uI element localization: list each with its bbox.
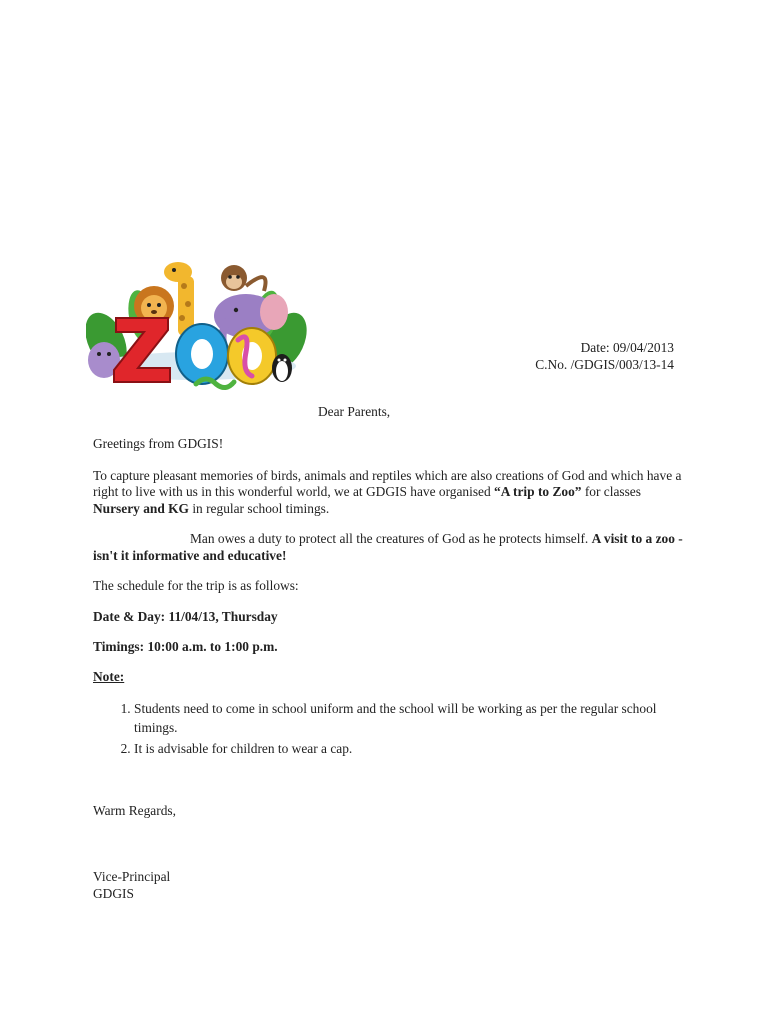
signature-block [93, 868, 170, 902]
signatory-title: Vice-Principal [93, 869, 171, 884]
trip-date-day: Date & Day: 11/04/13, Thursday [93, 608, 278, 624]
note-item: 2. It is advisable for children to wear a cap. [134, 739, 683, 758]
intro-text-2: for classes [581, 484, 641, 499]
zoo-animals-logo-icon [86, 256, 308, 392]
circular-number: C.No. /GDGIS/003/13-14 [535, 357, 674, 372]
closing: Warm Regards, [93, 803, 176, 818]
note-heading: Note: [93, 668, 125, 684]
letter-body [93, 436, 683, 760]
letter-date: Date: 09/04/2013 [580, 340, 674, 355]
duty-emphasis: A visit to a zoo - isn't it informative and educative! [93, 531, 683, 563]
note-item: 1. Students need to come in school uniform and the school will be working as per the regular school timings. [134, 699, 683, 737]
schedule-intro: The schedule for the trip is as follows: [93, 578, 299, 593]
greeting: Greetings from GDGIS! [93, 436, 224, 451]
monkey-icon [221, 265, 266, 291]
intro-text-3: in regular school timings. [188, 500, 330, 516]
duty-text: Man owes a duty to protect all the creatures of God as he protects himself. [190, 531, 592, 546]
trip-timings: Timings: 10:00 a.m. to 1:00 p.m. [93, 639, 278, 654]
classes-name: Nursery and KG [93, 500, 189, 516]
salutation: Dear Parents, [318, 404, 391, 419]
trip-title: “A trip to Zoo” [494, 484, 582, 499]
letter-meta [535, 339, 674, 373]
penguin-icon [272, 354, 292, 382]
intro-text-1: To capture pleasant memories of birds, animals and reptiles which are also creations of God and which have a right to live with us in this wonderful world, we at GDGIS have organised [93, 467, 682, 499]
signatory-org: GDGIS [93, 886, 134, 901]
letter-o-blue-icon [176, 324, 228, 384]
intro-paragraph [93, 468, 683, 518]
notes-list [93, 699, 683, 758]
duty-paragraph [93, 531, 683, 564]
